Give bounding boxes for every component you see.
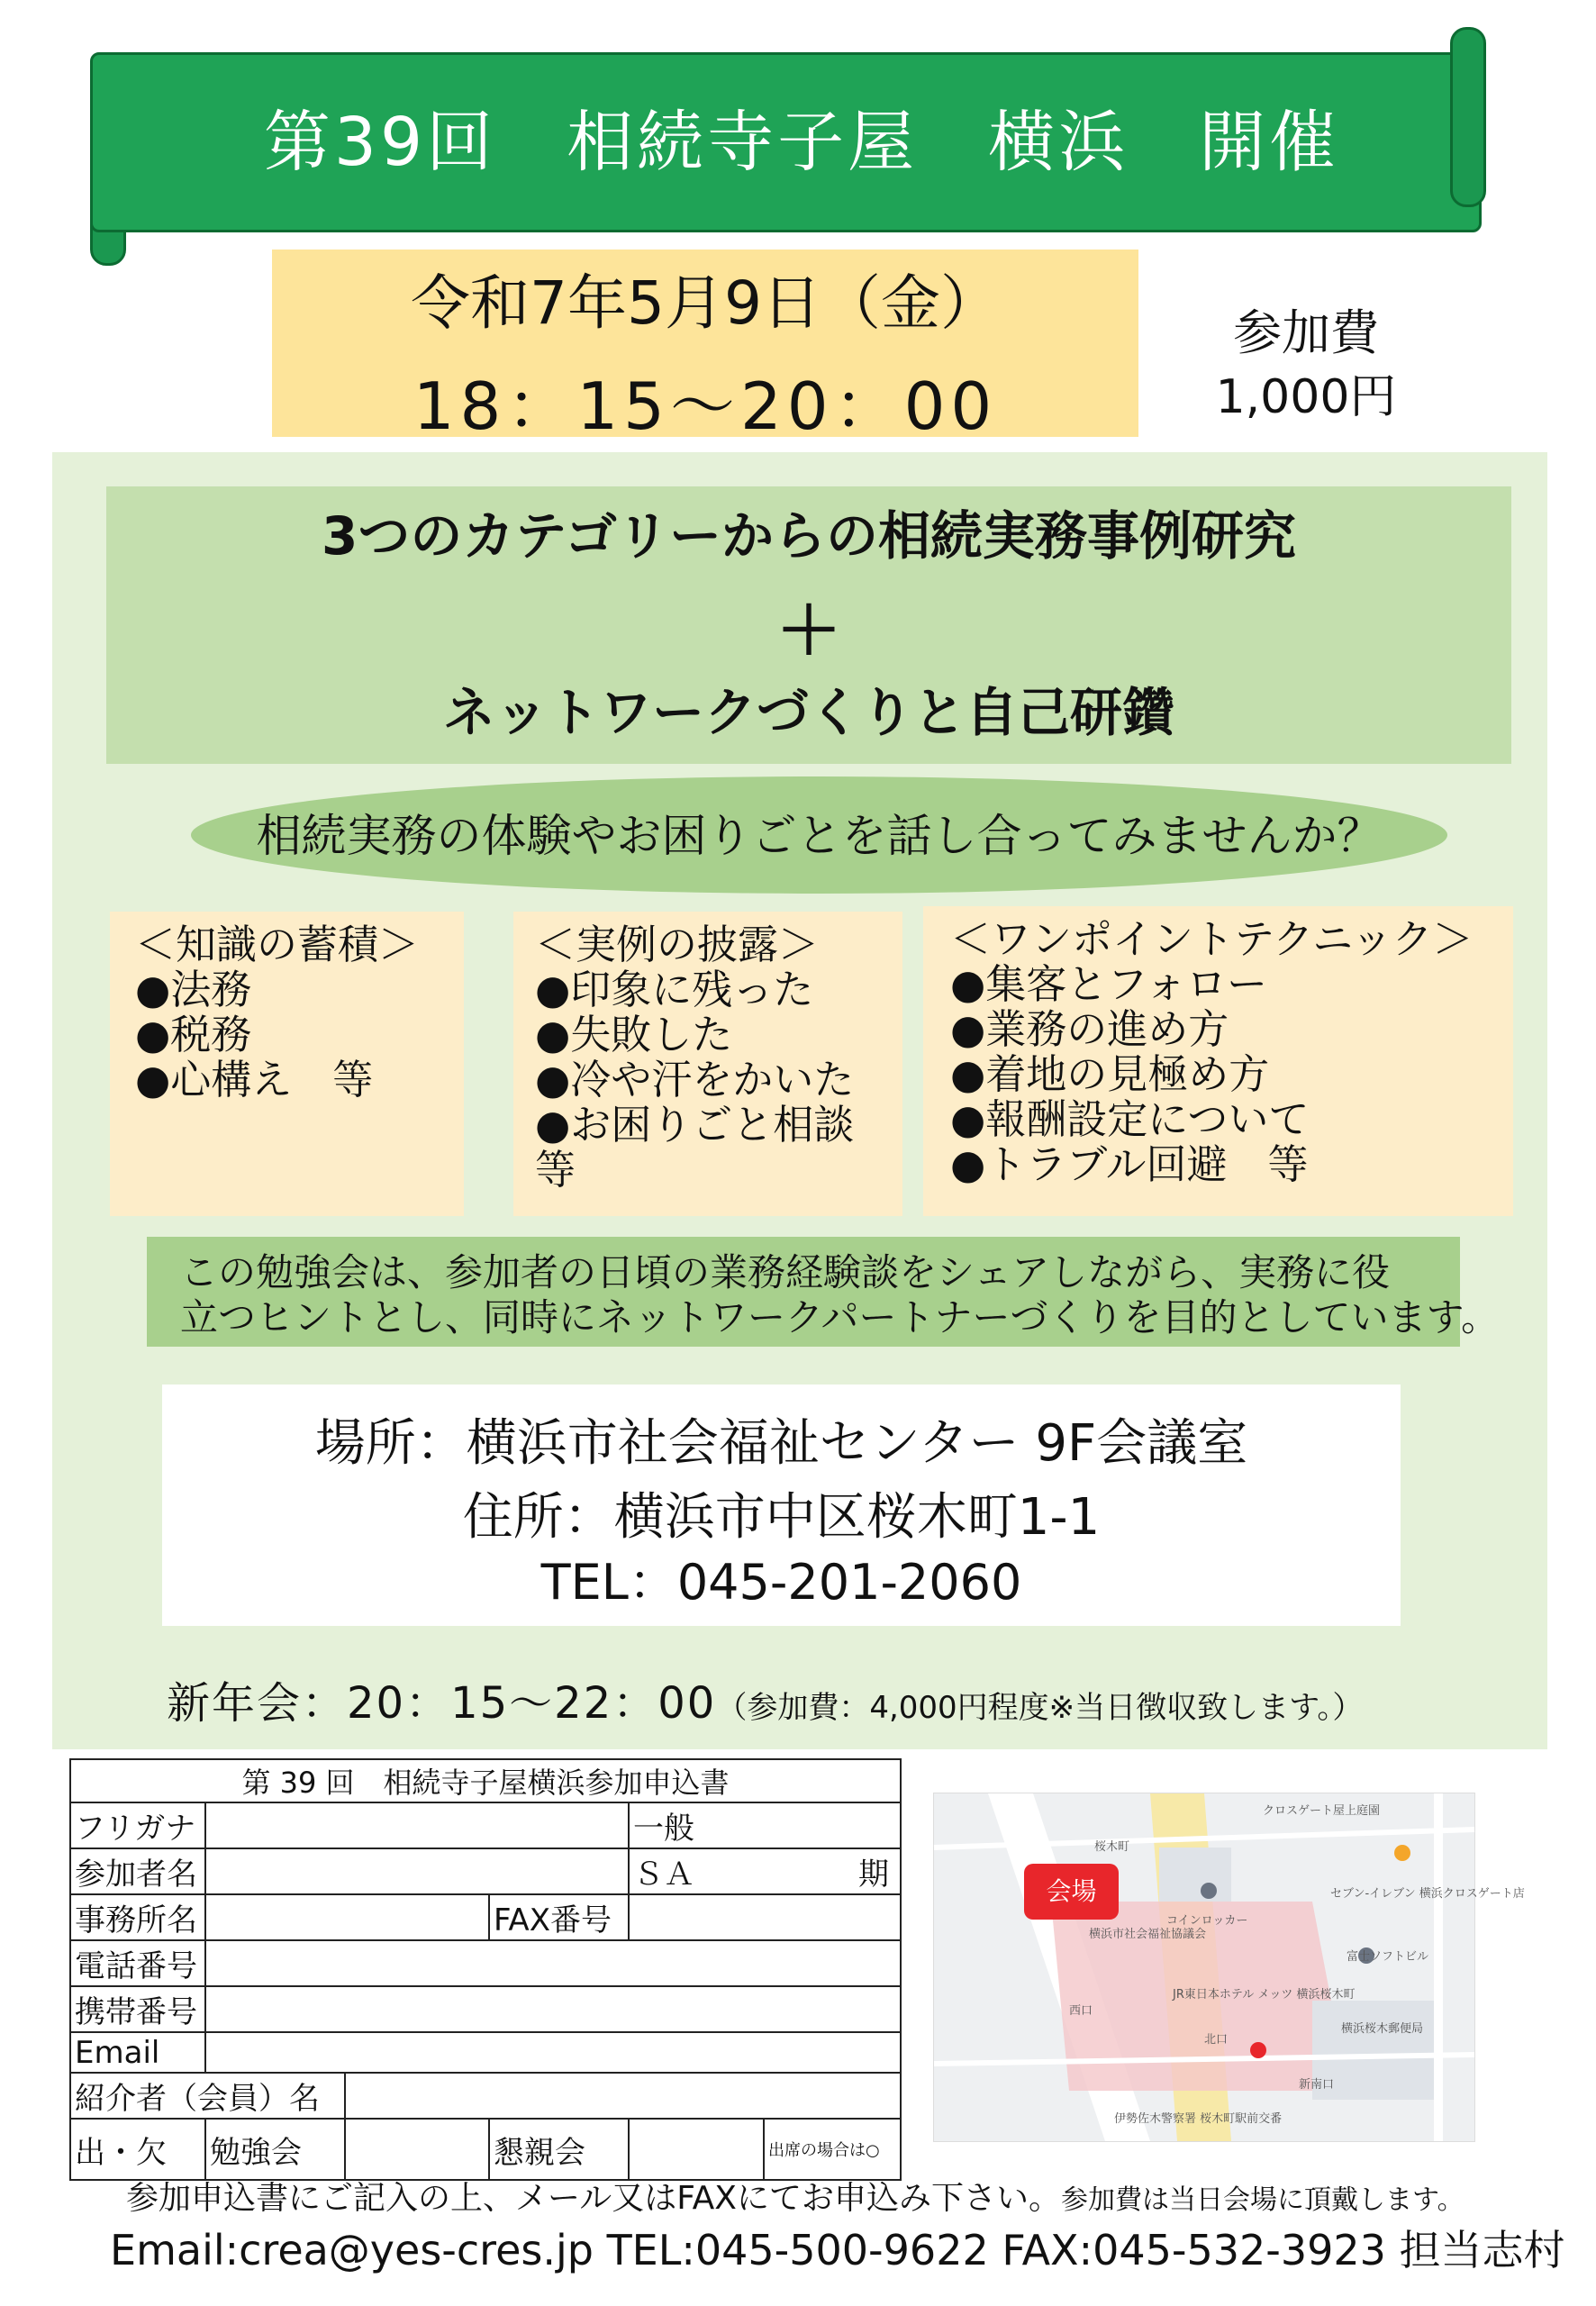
referrer-field[interactable]: [345, 2073, 901, 2119]
phone-field[interactable]: [205, 1940, 901, 1986]
category-item: ●法務: [135, 966, 252, 1013]
map-label: クロスゲート屋上庭園: [1263, 1804, 1381, 1818]
category-cases: [513, 912, 902, 1216]
category-item: ●冷や汗をかいた: [535, 1056, 855, 1103]
map-label: 北口: [1204, 2033, 1229, 2047]
study-field[interactable]: [345, 2119, 489, 2180]
email-field[interactable]: [205, 2032, 901, 2073]
map-label: コインロッカー: [1166, 1914, 1248, 1928]
fee-value: 1,000円: [1215, 370, 1397, 424]
category-title: ＜ワンポイントテクニック＞: [950, 915, 1474, 963]
category-item: ●集客とフォロー: [950, 960, 1268, 1008]
map-label: JR東日本ホテル メッツ 横浜桜木町: [1173, 1988, 1356, 2002]
referrer-label: 紹介者（会員）名: [70, 2073, 345, 2119]
venue-tel: TEL：045-201-2060: [540, 1554, 1022, 1611]
venue-address: 住所：横浜市中区桜木町1-1: [462, 1488, 1101, 1547]
map-label: セブン-イレブン 横浜クロスゲート店: [1330, 1887, 1525, 1901]
category-item: ●税務: [135, 1011, 252, 1058]
category-item: ●着地の見極め方: [950, 1050, 1270, 1098]
purpose-line-2: 立つヒントとし、同時にネットワークパートナーづくりを目的としています。: [180, 1295, 1500, 1339]
page-title: 第39回 相続寺子屋 横浜 開催: [263, 104, 1340, 181]
application-form: [69, 1758, 902, 2181]
study-label: 勉強会: [205, 2119, 345, 2180]
question-text: 相続実務の体験やお困りごとを話し合ってみませんか？: [256, 810, 1383, 862]
map-label: 横浜桜木郵便局: [1341, 2022, 1424, 2036]
footer-note-main: 参加申込書にご記入の上、メール又はFAXにてお申込み下さい。: [126, 2180, 1061, 2217]
venue-place: 場所：横浜市社会福祉センター 9F会議室: [314, 1414, 1248, 1473]
form-title: 第 39 回 相続寺子屋横浜参加申込書: [70, 1759, 901, 1802]
category-title: ＜実例の披露＞: [535, 921, 820, 968]
footer-contact: Email:crea@yes-cres.jp TEL:045-500-9622 FAX:045-532-3923 担当志村: [110, 2226, 1565, 2274]
map-label: 新南口: [1299, 2078, 1335, 2092]
event-date: 令和7年5月9日（金）: [411, 268, 1000, 338]
map-label: 伊勢佐木警察署 桜木町駅前交番: [1114, 2112, 1283, 2126]
mobile-label: 携帯番号: [70, 1986, 205, 2032]
category-item: ●失敗した: [535, 1011, 733, 1058]
name-field[interactable]: [205, 1848, 629, 1894]
headline-line-2: ネットワークづくりと自己研鑽: [442, 682, 1174, 743]
term-label: 期: [858, 1857, 890, 1893]
category-techniques: [923, 906, 1513, 1216]
office-field[interactable]: [205, 1894, 489, 1940]
email-label: Email: [70, 2032, 205, 2073]
footer-note: [126, 2173, 1465, 2219]
category-item: ●心構え 等: [135, 1056, 374, 1103]
footer-note-small: 参加費は当日会場に頂戴します。: [1060, 2184, 1465, 2216]
category-item: ●報酬設定について: [950, 1095, 1310, 1143]
category-item: ●トラブル回避 等: [950, 1140, 1309, 1188]
category-item: ●印象に残った: [535, 966, 814, 1013]
social-field[interactable]: [629, 2119, 764, 2180]
category-item: ●業務の進め方: [950, 1005, 1229, 1053]
fax-label: FAX番号: [489, 1894, 629, 1940]
map-label: 富士ソフトビル: [1347, 1950, 1429, 1964]
category-knowledge: [110, 912, 464, 1216]
map-label: 桜木町: [1094, 1840, 1130, 1854]
general-label: 一般: [629, 1802, 901, 1848]
category-item: 等: [535, 1146, 576, 1194]
office-label: 事務所名: [70, 1894, 205, 1940]
fee-label: 参加費: [1233, 304, 1379, 361]
party-info: [167, 1668, 1363, 1730]
headline-line-1: 3つのカテゴリーからの相続実務事例研究: [321, 505, 1297, 567]
purpose-line-1: この勉強会は、参加者の日頃の業務経験談をシェアしながら、実務に役: [180, 1250, 1391, 1294]
headline-plus: ＋: [775, 593, 841, 668]
map-label: 西口: [1069, 2004, 1093, 2018]
map-label: 横浜市社会福祉協議会: [1089, 1928, 1207, 1941]
circle-note: 出席の場合は○: [764, 2119, 901, 2180]
phone-label: 電話番号: [70, 1940, 205, 1986]
sa-label: ＳＡ: [633, 1857, 694, 1893]
attendance-label: 出・欠: [70, 2119, 205, 2180]
mobile-field[interactable]: [205, 1986, 901, 2032]
party-time: 新年会：20：15〜22：00: [167, 1678, 717, 1729]
social-label: 懇親会: [489, 2119, 629, 2180]
name-label: 参加者名: [70, 1848, 205, 1894]
category-item: ●お困りごと相談: [535, 1101, 855, 1148]
party-fee-note: （参加費：4,000円程度※当日徴収致します。）: [716, 1690, 1364, 1726]
sa-term-field[interactable]: [629, 1848, 901, 1894]
fax-field[interactable]: [629, 1894, 901, 1940]
category-title: ＜知識の蓄積＞: [135, 921, 420, 968]
furigana-label: フリガナ: [70, 1802, 205, 1848]
event-time: 18：15〜20：00: [413, 368, 998, 444]
map-graphic: [934, 1793, 1474, 2141]
venue-map-pin[interactable]: 会場: [1024, 1864, 1119, 1920]
location-map[interactable]: [933, 1793, 1525, 2142]
furigana-field[interactable]: [205, 1802, 629, 1848]
